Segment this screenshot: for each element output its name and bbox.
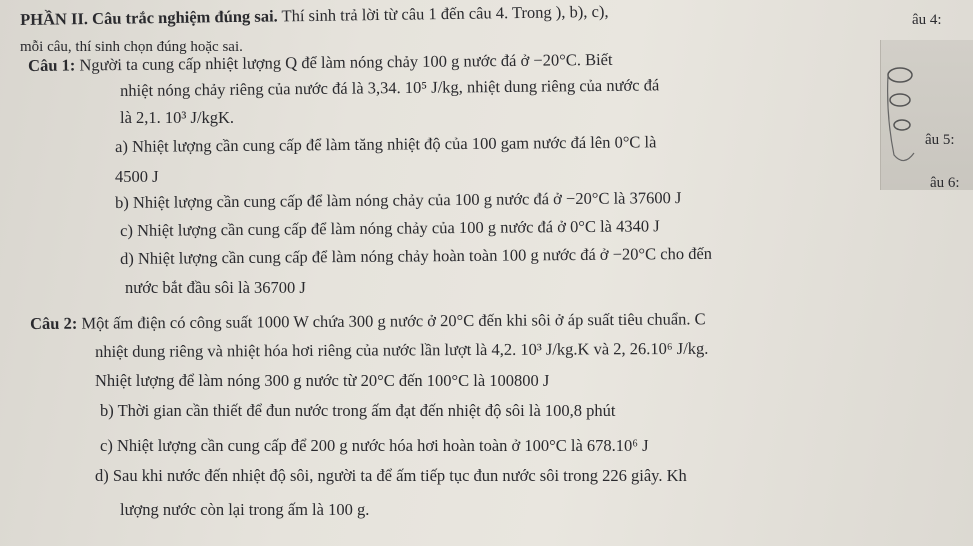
q1-stem-text1: Người ta cung cấp nhiệt lượng Q để làm nóng chảy 100 g nước đá ở −20°C. Biết bbox=[79, 49, 613, 75]
section-instruction-line2: mỗi câu, thí sinh chọn đúng hoặc sai. bbox=[20, 39, 243, 55]
margin-label-cau5: âu 5: bbox=[925, 132, 955, 148]
section-instruction: Thí sinh trả lời từ câu 1 đến câu 4. Trong bbox=[281, 2, 552, 26]
q2-title: Câu 2: bbox=[30, 313, 78, 333]
q2-option-d-line2: lượng nước còn lại trong ấm là 100 g. bbox=[120, 500, 370, 519]
q2-stem-line2: nhiệt dung riêng và nhiệt hóa hơi riêng của nước lần lượt là 4,2. 10³ J/kg.K và 2, 26.10⁶ J/kg. bbox=[95, 338, 709, 361]
q2-option-b: b) Thời gian cần thiết để đun nước trong ấm đạt đến nhiệt độ sôi là 100,8 phút bbox=[100, 401, 616, 420]
margin-label-cau4: âu 4: bbox=[912, 12, 942, 28]
q1-title: Câu 1: bbox=[28, 55, 76, 75]
q1-option-b: b) Nhiệt lượng cần cung cấp để làm nóng chảy của 100 g nước đá ở −20°C là 37600 J bbox=[115, 188, 682, 212]
q1-stem-line3: là 2,1. 10³ J/kgK. bbox=[120, 108, 235, 127]
q1-option-a-line1: a) Nhiệt lượng cần cung cấp để làm tăng nhiệt độ của 100 gam nước đá lên 0°C là bbox=[115, 132, 657, 156]
pencil-sketch-drawing bbox=[880, 55, 920, 175]
q2-stem-line1 bbox=[30, 309, 706, 334]
q1-stem-line2: nhiệt nóng chảy riêng của nước đá là 3,34. 10⁵ J/kg, nhiệt dung riêng của nước đá bbox=[120, 75, 660, 100]
q2-stem-text1: Một ấm điện có công suất 1000 W chứa 300 g nước ở 20°C đến khi sôi ở áp suất tiêu chuẩn. C bbox=[81, 309, 706, 333]
q1-option-a-line2: 4500 J bbox=[115, 167, 159, 186]
section-title: PHẦN II. Câu trắc nghiệm đúng sai. bbox=[20, 6, 278, 29]
q2-option-c: c) Nhiệt lượng cần cung cấp để 200 g nước hóa hơi hoàn toàn ở 100°C là 678.10⁶ J bbox=[100, 436, 649, 455]
margin-label-cau6: âu 6: bbox=[930, 175, 960, 191]
q1-option-d-line2: nước bắt đầu sôi là 36700 J bbox=[125, 278, 306, 297]
q1-option-c: c) Nhiệt lượng cần cung cấp để làm nóng chảy của 100 g nước đá ở 0°C là 4340 J bbox=[120, 216, 660, 240]
q2-stem-line3: Nhiệt lượng để làm nóng 300 g nước từ 20°C đến 100°C là 100800 J bbox=[95, 371, 550, 390]
q2-option-d-line1: d) Sau khi nước đến nhiệt độ sôi, người ta để ấm tiếp tục đun nước sôi trong 226 giây. Kh bbox=[95, 466, 687, 485]
section-header bbox=[20, 2, 609, 30]
q1-option-d-line1: d) Nhiệt lượng cần cung cấp để làm nóng chảy hoàn toàn 100 g nước đá ở −20°C cho đến bbox=[120, 243, 713, 268]
section-instruction-tail: ), b), c), bbox=[555, 1, 609, 22]
